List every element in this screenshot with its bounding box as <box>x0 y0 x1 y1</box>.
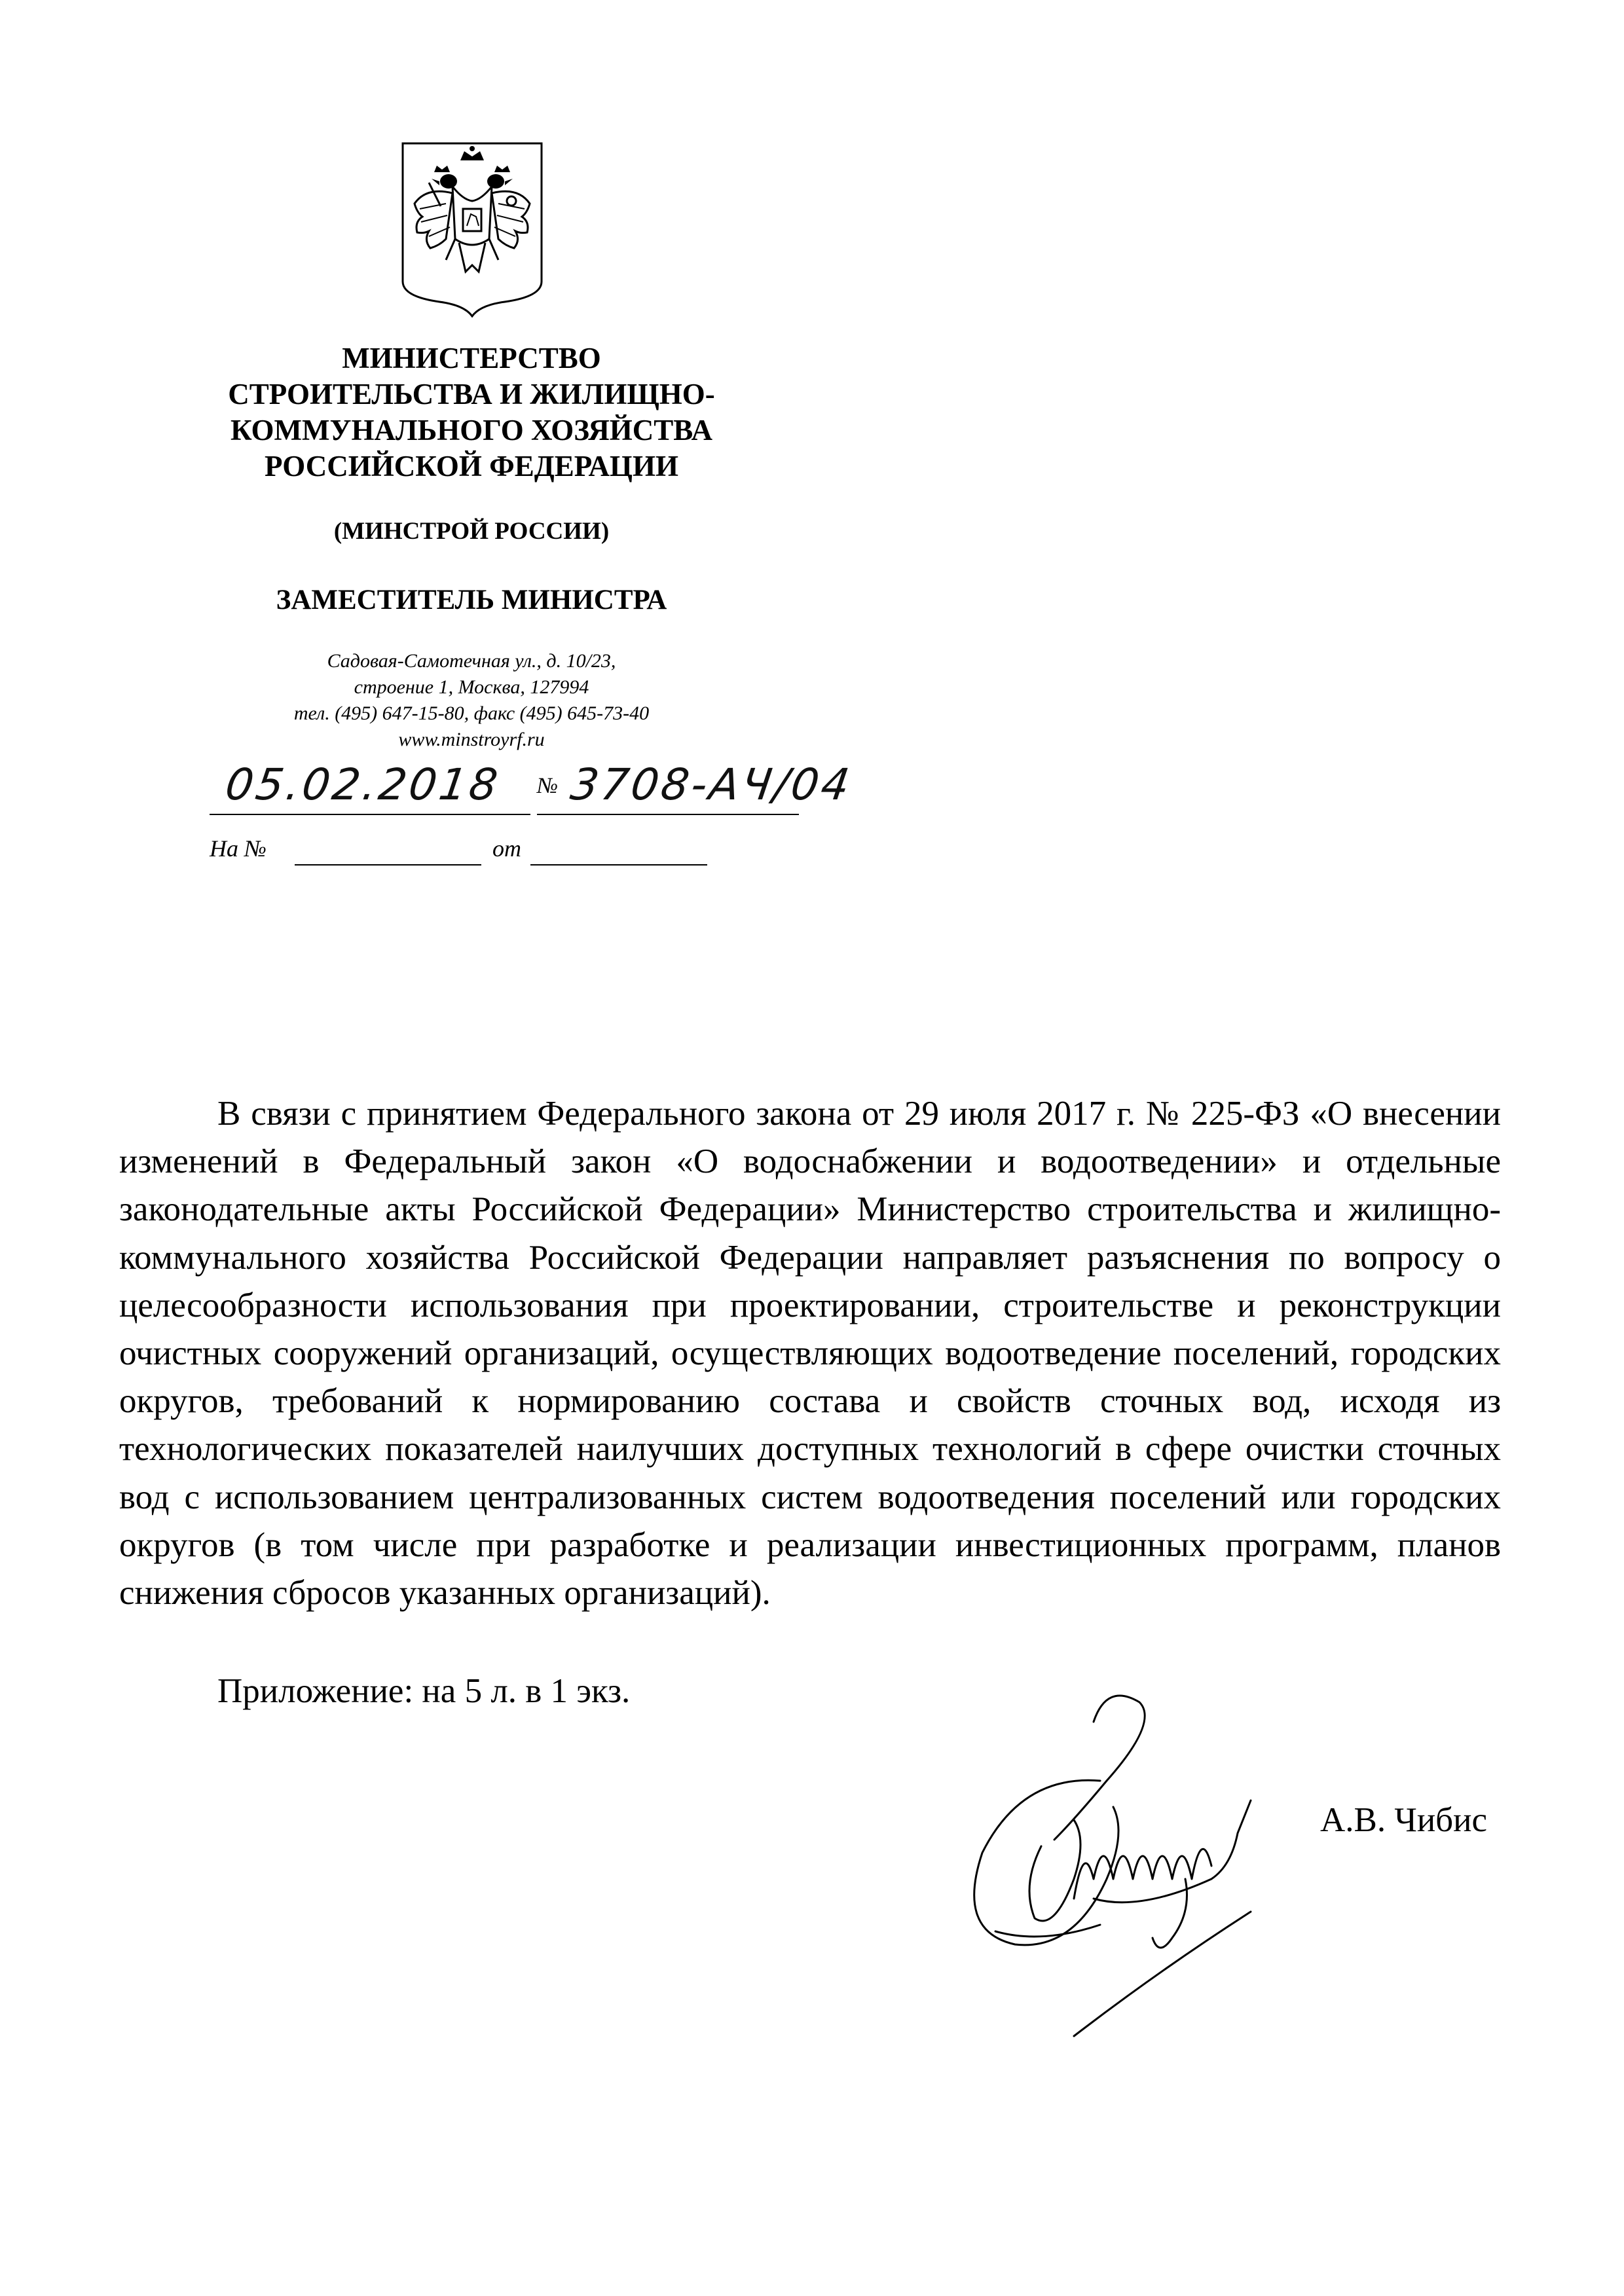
address-line: Садовая-Самотечная ул., д. 10/23, <box>327 650 616 672</box>
number-underline <box>537 814 799 815</box>
ministry-line: КОММУНАЛЬНОГО ХОЗЯЙСТВА <box>231 414 712 446</box>
ministry-address <box>190 648 753 753</box>
date-underline <box>210 814 530 815</box>
ministry-abbreviation: (МИНСТРОЙ РОССИИ) <box>333 518 610 545</box>
reference-label: На № <box>210 835 267 862</box>
registration-number: 3708-АЧ/04 <box>567 759 855 810</box>
reference-number-blank <box>295 864 481 866</box>
sender-position: ЗАМЕСТИТЕЛЬ МИНИСТРА <box>276 585 667 615</box>
ministry-line: МИНИСТЕРСТВО <box>342 342 601 374</box>
russian-coat-of-arms-icon <box>400 141 544 318</box>
letter-body: В связи с принятием Федерального закона от 29 июля 2017 г. № 225-ФЗ «О внесении изменений в Федеральный закон «О водоснабжении и водоотведении» и отдельные законодательные акты Российской Федерации» Министерство строительства и жилищно-коммунального хозяйства Российской Федерации направляет разъяснения по вопросу о целесообразности использования при проектировании, строительстве и реконструкции очистных сооружений организаций, осуществляющих водоотведение поселений, городских округов, требований к нормированию состава и свойств сточных вод, исходя из технологических показателей наилучших доступных технологий в сфере очистки сточных вод с использованием централизованных систем водоотведения поселений или городских округов (в том числе при разработке и реализации инвестиционных программ, планов снижения сбросов указанных организаций). <box>119 1095 1501 1613</box>
handwritten-signature <box>943 1683 1310 2075</box>
ministry-line: РОССИЙСКОЙ ФЕДЕРАЦИИ <box>265 450 678 483</box>
number-sign: № <box>537 774 559 798</box>
address-line: тел. (495) 647-15-80, факс (495) 645-73-40 <box>293 702 650 724</box>
address-line: строение 1, Москва, 127994 <box>354 676 589 698</box>
attachment-note: Приложение: на 5 л. в 1 экз. <box>217 1672 631 1710</box>
website-link[interactable]: www.minstroyrf.ru <box>398 729 545 750</box>
registration-date: 05.02.2018 <box>222 759 504 810</box>
reference-date-blank <box>530 864 707 866</box>
signer-name: А.В. Чибис <box>1320 1801 1488 1839</box>
reference-from-label: от <box>492 835 521 862</box>
ministry-line: СТРОИТЕЛЬСТВА И ЖИЛИЩНО- <box>228 378 715 410</box>
ministry-name <box>190 340 753 484</box>
